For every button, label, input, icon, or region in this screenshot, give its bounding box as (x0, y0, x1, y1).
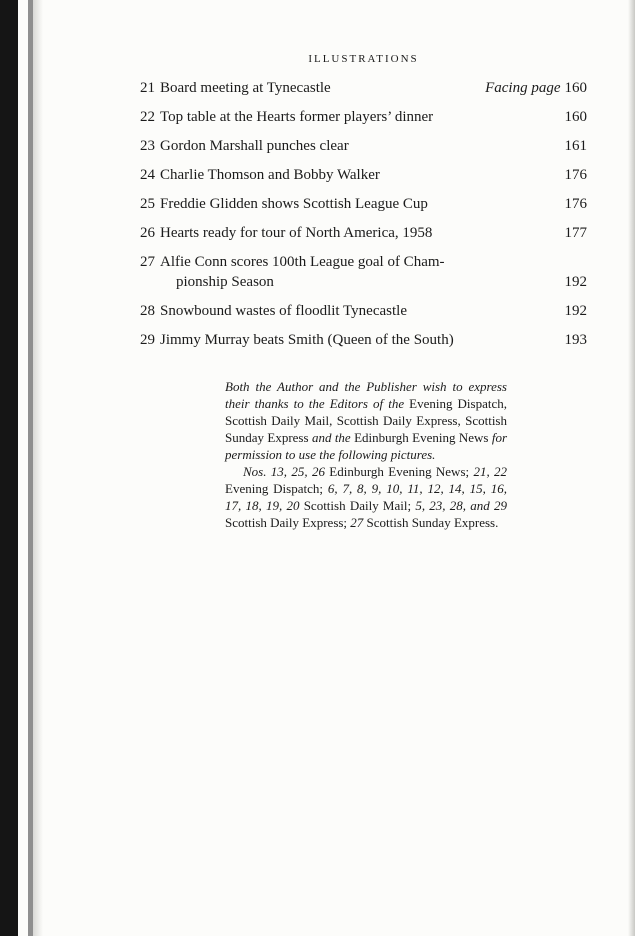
illustration-title-text: Board meeting at Tynecastle (160, 80, 331, 96)
text-run: 27 (350, 515, 367, 530)
page-number-value: 160 (564, 80, 587, 96)
illustration-title-text: Hearts ready for tour of North America, 1958 (160, 225, 433, 241)
text-run: 21, 22 (473, 464, 508, 479)
illustration-title-continuation: pionship Season (176, 274, 274, 290)
binding-shadow (0, 0, 18, 936)
page-number (565, 107, 588, 127)
page-number-value: 192 (564, 274, 587, 290)
list-item (140, 78, 587, 98)
illustration-number: 24 (140, 167, 155, 183)
illustration-title (160, 78, 485, 98)
page-number (565, 272, 588, 292)
illustrations-list (140, 78, 587, 359)
list-item (140, 252, 587, 292)
credits-paragraph (225, 463, 507, 531)
illustration-number: 22 (140, 109, 155, 125)
illustration-number: 23 (140, 138, 155, 154)
page-number-value: 176 (564, 196, 587, 212)
list-item (140, 165, 587, 185)
text-run: for permission to use the following pictures. (225, 430, 507, 462)
page-number (565, 194, 588, 214)
page-number (565, 301, 588, 321)
illustration-title-text: Gordon Marshall punches clear (160, 138, 349, 154)
text-run: Evening Dispatch, Scottish Daily Mail, Scottish Daily Express, Scottish Sunday Express (225, 396, 507, 445)
page-number-value: 176 (564, 167, 587, 183)
illustration-title-text: Charlie Thomson and Bobby Walker (160, 167, 380, 183)
illustration-title-text: Top table at the Hearts former players’ dinner (160, 109, 434, 125)
illustration-title (160, 301, 565, 321)
binding-fade (33, 0, 43, 936)
list-item (140, 136, 587, 156)
page-number (565, 165, 588, 185)
text-run: Evening Dispatch; (225, 481, 328, 496)
illustration-title (160, 107, 565, 127)
page-number-value: 192 (564, 303, 587, 319)
text-run: Edinburgh Evening News; (329, 464, 474, 479)
illustration-number: 25 (140, 196, 155, 212)
illustration-title (160, 165, 565, 185)
illustration-title-text: Alfie Conn scores 100th League goal of Cham- (160, 254, 445, 270)
page-number-value: 193 (564, 332, 587, 348)
illustration-number: 21 (140, 80, 155, 96)
illustration-number: 29 (140, 332, 155, 348)
illustration-number: 28 (140, 303, 155, 319)
text-run: 6, 7, 8, 9, 10, 11, 12, 14, 15, 16, 17, 18, 19, 20 (225, 481, 507, 513)
running-head: ILLUSTRATIONS (308, 53, 419, 65)
text-run: Nos. 13, 25, 26 (243, 464, 330, 479)
page-number (485, 78, 587, 98)
illustration-title-text: Jimmy Murray beats Smith (Queen of the South) (160, 332, 454, 348)
list-item (140, 107, 587, 127)
acknowledgement-note (225, 378, 507, 531)
list-item (140, 330, 587, 350)
text-run: Edinburgh Evening News (354, 430, 492, 445)
illustration-number: 27 (140, 254, 155, 270)
acknowledgement-paragraph (225, 378, 507, 463)
list-item (140, 194, 587, 214)
text-run: Both the Author and the Publisher wish to express their thanks to the Editors of the (225, 379, 507, 411)
page-number-value: 177 (564, 225, 587, 241)
page-number (565, 330, 588, 350)
list-item (140, 301, 587, 321)
illustration-title (160, 136, 565, 156)
illustration-title-text: Freddie Glidden shows Scottish League Cup (160, 196, 428, 212)
illustration-number: 26 (140, 225, 155, 241)
page-number-value: 161 (564, 138, 587, 154)
page-edge (628, 0, 635, 936)
text-run: Scottish Daily Express; (225, 515, 351, 530)
text-run: Scottish Daily Mail; (303, 498, 416, 513)
illustration-title (160, 330, 565, 350)
facing-page-label: Facing page (485, 80, 561, 96)
list-item (140, 223, 587, 243)
page-number-value: 160 (564, 109, 587, 125)
page-number (565, 223, 588, 243)
illustration-title (160, 223, 565, 243)
text-run: and the (311, 430, 355, 445)
illustration-title (160, 194, 565, 214)
text-run: Scottish Sunday Express. (366, 515, 499, 530)
text-run: 5, 23, 28, and 29 (415, 498, 508, 513)
page-number (565, 136, 588, 156)
illustration-title (160, 252, 565, 292)
illustration-title-text: Snowbound wastes of floodlit Tynecastle (160, 303, 407, 319)
